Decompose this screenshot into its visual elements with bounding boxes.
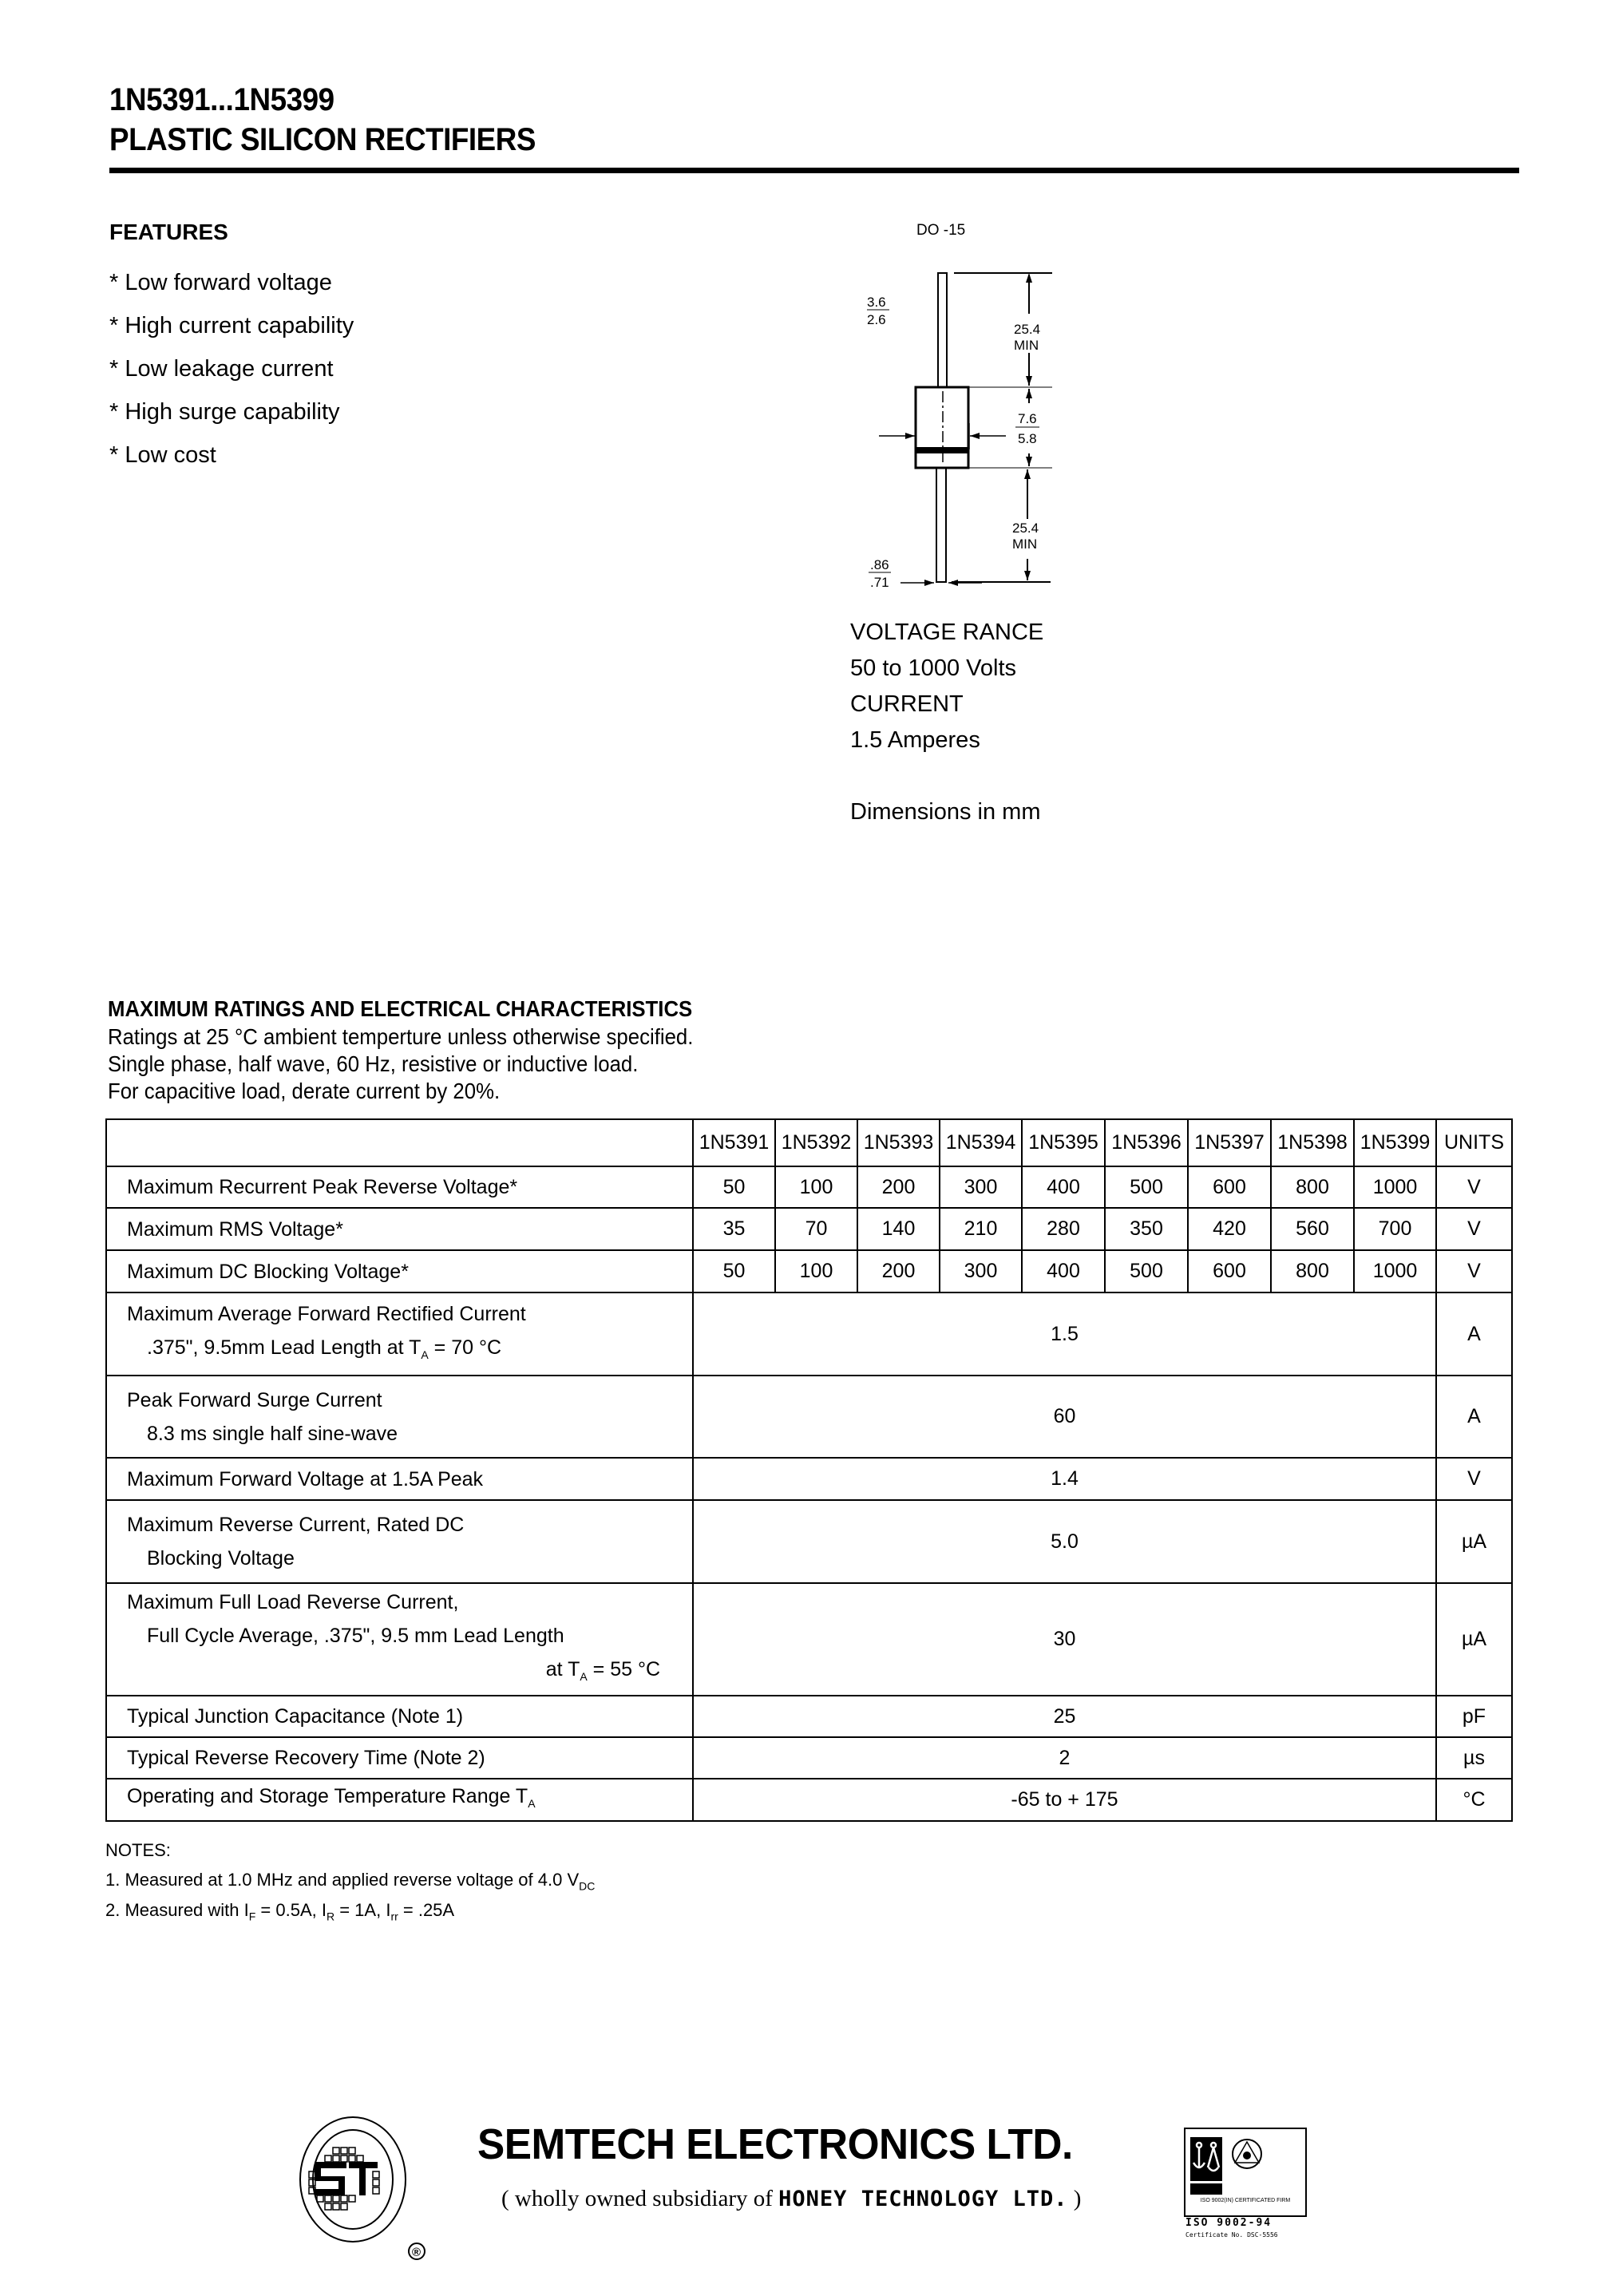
feature-item: * High current capability (109, 313, 354, 338)
cell-unit: µs (1436, 1737, 1512, 1779)
column-header: 1N5393 (857, 1119, 940, 1166)
part-range: 1N5391...1N5399 (109, 82, 334, 117)
row-label: Maximum RMS Voltage* (106, 1208, 693, 1250)
svg-text:25.4: 25.4 (1014, 322, 1041, 337)
svg-text:MIN: MIN (1014, 338, 1039, 353)
table-row (106, 1696, 1512, 1737)
iso-logo-icon (1190, 2183, 1222, 2195)
feature-item: * Low cost (109, 442, 216, 468)
cell-value: 400 (1022, 1166, 1105, 1208)
cell-unit: A (1436, 1376, 1512, 1458)
cell-value: 420 (1188, 1208, 1271, 1250)
column-header: 1N5396 (1105, 1119, 1188, 1166)
cell-value: 500 (1105, 1166, 1188, 1208)
ratings-line: For capacitive load, derate current by 20%. (108, 1079, 501, 1103)
features-heading: FEATURES (109, 220, 228, 244)
feature-item: * Low forward voltage (109, 270, 332, 295)
iso-standard: ISO 9002-94 (1185, 2217, 1273, 2229)
cell-value: 300 (940, 1166, 1022, 1208)
voltage-range-label: VOLTAGE RANCE (850, 620, 1044, 645)
feature-item: * High surge capability (109, 399, 340, 425)
cell-value: 350 (1105, 1208, 1188, 1250)
current-label: CURRENT (850, 691, 964, 717)
parent-company: HONEY TECHNOLOGY LTD. (778, 2187, 1068, 2211)
table-row (106, 1779, 1512, 1821)
title-rule (109, 168, 1519, 173)
column-header: 1N5391 (693, 1119, 775, 1166)
cell-value: 200 (857, 1250, 940, 1292)
table-row (106, 1458, 1512, 1500)
package-name: DO -15 (916, 222, 966, 239)
cell-value: 560 (1271, 1208, 1354, 1250)
row-label: Maximum Full Load Reverse Current, Full Cycle Average, .375", 9.5 mm Lead Length at $T_A = 55$ °C (106, 1583, 693, 1696)
certificate-number: Certificate No. DSC-5556 (1185, 2231, 1278, 2239)
anchor-icon (1190, 2137, 1222, 2181)
cell-value: 400 (1022, 1250, 1105, 1292)
column-header: 1N5395 (1022, 1119, 1105, 1166)
table-row (106, 1583, 1512, 1696)
cell-unit: pF (1436, 1696, 1512, 1737)
cell-value: 300 (940, 1250, 1022, 1292)
note-2: 2. Measured with $I_F = 0.5A$, $I_R = 1A$, $I_{rr} = .25A$ (105, 1900, 455, 1923)
row-label: Maximum Recurrent Peak Reverse Voltage* (106, 1166, 693, 1208)
accreditation-seal-icon (1230, 2137, 1264, 2171)
ratings-line: Single phase, half wave, 60 Hz, resistive or inductive load. (108, 1051, 639, 1076)
cell-unit: V (1436, 1250, 1512, 1292)
subsidiary-line: ( wholly owned subsidiary of HONEY TECHNOLOGY LTD. ) (501, 2186, 1082, 2211)
document-subtitle: PLASTIC SILICON RECTIFIERS (109, 122, 536, 157)
iso-certification-badge (1184, 2128, 1312, 2247)
cell-value: 70 (775, 1208, 857, 1250)
feature-item: * Low leakage current (109, 356, 334, 382)
cell-value: 800 (1271, 1250, 1354, 1292)
cell-value: -65 to + 175 (693, 1779, 1436, 1821)
ratings-table (105, 1118, 1513, 1822)
cell-value: 700 (1354, 1208, 1436, 1250)
row-label: Typical Junction Capacitance (Note 1) (106, 1696, 693, 1737)
cell-value: 140 (857, 1208, 940, 1250)
table-row (106, 1250, 1512, 1292)
table-row (106, 1208, 1512, 1250)
svg-text:.86: .86 (870, 557, 889, 572)
column-header: 1N5397 (1188, 1119, 1271, 1166)
column-header: 1N5398 (1271, 1119, 1354, 1166)
registered-mark: ® (412, 2246, 422, 2259)
cell-unit: V (1436, 1458, 1512, 1500)
row-label: Maximum Reverse Current, Rated DC Blocking Voltage (106, 1500, 693, 1583)
table-header-row (106, 1119, 1512, 1166)
row-label: Maximum DC Blocking Voltage* (106, 1250, 693, 1292)
package-outline-drawing (798, 263, 1118, 599)
cell-value: 2 (693, 1737, 1436, 1779)
ratings-heading: MAXIMUM RATINGS AND ELECTRICAL CHARACTERISTICS (108, 996, 693, 1021)
row-label: Typical Reverse Recovery Time (Note 2) (106, 1737, 693, 1779)
cell-value: 35 (693, 1208, 775, 1250)
row-label: Maximum Average Forward Rectified Current .375", 9.5mm Lead Length at $T_A = 70$ °C (106, 1292, 693, 1376)
cell-value: 280 (1022, 1208, 1105, 1250)
cell-unit: µA (1436, 1583, 1512, 1696)
cell-value: 600 (1188, 1250, 1271, 1292)
cell-value: 25 (693, 1696, 1436, 1737)
cell-value: 50 (693, 1166, 775, 1208)
table-row (106, 1376, 1512, 1458)
diode-outline-icon (798, 263, 1118, 599)
table-row (106, 1292, 1512, 1376)
iso-cert-firm-text: ISO 9002(IN) CERTIFICATED FIRM (1200, 2198, 1291, 2203)
cell-value: 800 (1271, 1166, 1354, 1208)
column-header: 1N5394 (940, 1119, 1022, 1166)
cell-value: 1.5 (693, 1292, 1436, 1376)
cell-value: 600 (1188, 1166, 1271, 1208)
units-header: UNITS (1436, 1119, 1512, 1166)
cell-value: 100 (775, 1250, 857, 1292)
voltage-range-value: 50 to 1000 Volts (850, 655, 1016, 681)
current-value: 1.5 Amperes (850, 727, 980, 753)
table-header-blank (106, 1119, 693, 1166)
dimensions-note: Dimensions in mm (850, 799, 1041, 825)
cell-value: 60 (693, 1376, 1436, 1458)
table-row (106, 1166, 1512, 1208)
svg-text:.71: .71 (870, 575, 889, 590)
column-header: 1N5399 (1354, 1119, 1436, 1166)
semtech-logo-icon (297, 2116, 433, 2267)
semtech-logo (297, 2116, 433, 2267)
cell-unit: V (1436, 1166, 1512, 1208)
note-1: 1. Measured at 1.0 MHz and applied reverse voltage of 4.0 $V_{DC}$ (105, 1870, 596, 1893)
column-header: 1N5392 (775, 1119, 857, 1166)
cell-value: 1000 (1354, 1250, 1436, 1292)
cell-unit: V (1436, 1208, 1512, 1250)
cell-value: 50 (693, 1250, 775, 1292)
company-name: SEMTECH ELECTRONICS LTD. (477, 2120, 1073, 2168)
cell-value: 210 (940, 1208, 1022, 1250)
row-label: Operating and Storage Temperature Range $T_A$ (106, 1779, 693, 1821)
cell-value: 5.0 (693, 1500, 1436, 1583)
cell-value: 30 (693, 1583, 1436, 1696)
cell-value: 500 (1105, 1250, 1188, 1292)
svg-text:MIN: MIN (1012, 536, 1038, 552)
ratings-line: Ratings at 25 °C ambient temperture unless otherwise specified. (108, 1024, 694, 1049)
cell-value: 200 (857, 1166, 940, 1208)
table-row (106, 1737, 1512, 1779)
cell-unit: A (1436, 1292, 1512, 1376)
row-label: Maximum Forward Voltage at 1.5A Peak (106, 1458, 693, 1500)
svg-text:7.6: 7.6 (1018, 411, 1037, 426)
page-title (109, 80, 536, 160)
cell-unit: µA (1436, 1500, 1512, 1583)
cell-value: 1.4 (693, 1458, 1436, 1500)
dim-body-dia-max: 3.6 (867, 295, 886, 310)
dim-body-dia-min: 2.6 (867, 312, 886, 327)
cell-value: 100 (775, 1166, 857, 1208)
cell-value: 1000 (1354, 1166, 1436, 1208)
table-row (106, 1500, 1512, 1583)
notes-heading: NOTES: (105, 1840, 171, 1860)
iso-badge-frame (1184, 2128, 1307, 2217)
row-label: Peak Forward Surge Current 8.3 ms single half sine-wave (106, 1376, 693, 1458)
svg-text:25.4: 25.4 (1012, 521, 1039, 536)
cell-unit: °C (1436, 1779, 1512, 1821)
svg-text:5.8: 5.8 (1018, 431, 1037, 446)
